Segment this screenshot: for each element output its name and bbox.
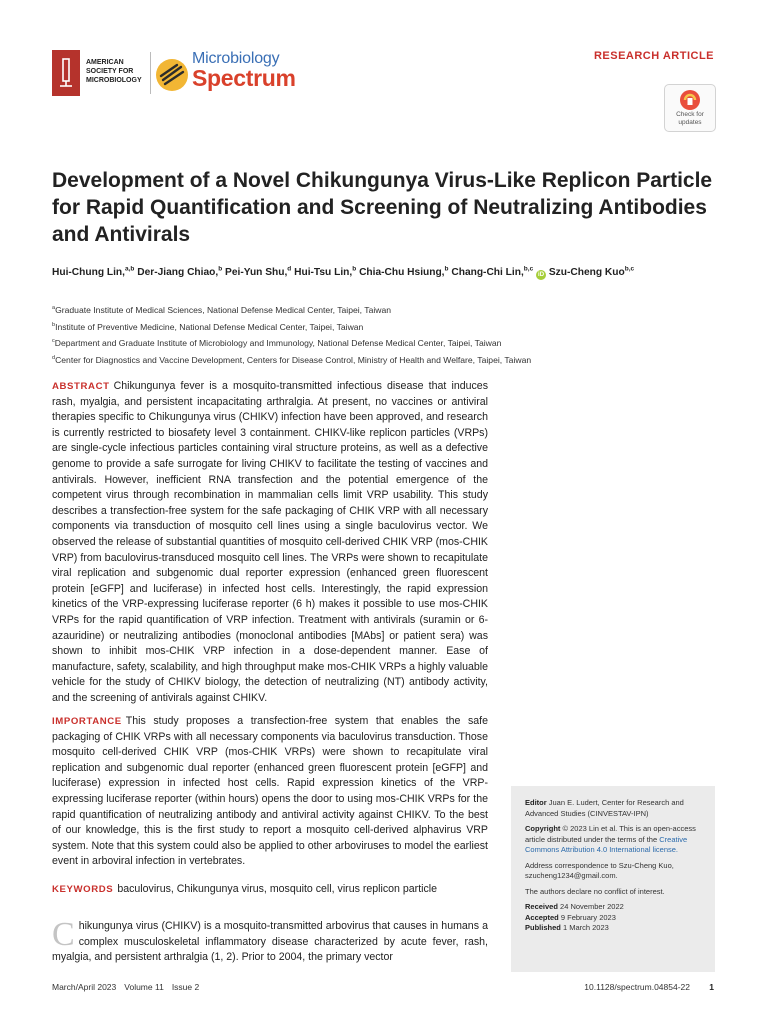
check-updates-label: Check for updates	[676, 111, 704, 126]
drop-cap: C	[52, 916, 75, 953]
published-date: Published 1 March 2023	[525, 923, 609, 932]
importance-text: This study proposes a transfection-free system that enables the safe packaging of CHIK VRPs with all necessary components via baculovirus transduction. Those mosquito cell-derived CHIK VRP (mos-CHIK VRPs) were shown to recapitulate viral replication and subgenomic dual reporter (enhanced green fluorescent protein [eGFP] and luciferase) expression in infected host cells. Rapid expression kinetics of the VRP-expressing luciferase reporter (within hours) opens the door to using mos-CHIK VRPs for the rapid quantification of neutralizing antibody and antiviral activity against CHIKV. To the best of our knowledge, this is the first study to report a mosquito cell-derived alphavirus VRP system. Note that this system could also be applied to other arboviruses to model the earliest event in arboviral infection in vertebrates.	[52, 715, 488, 868]
editor-info: Editor Juan E. Ludert, Center for Research and Advanced Studies (CINVESTAV-IPN)	[525, 798, 684, 818]
importance-label: IMPORTANCE	[52, 716, 122, 727]
author[interactable]: Hui-Chung Lin,$^{a,b}$	[52, 266, 135, 279]
logo-divider	[150, 52, 151, 94]
abstract-label: ABSTRACT	[52, 381, 110, 392]
received-date: Received 24 November 2022	[525, 902, 624, 911]
affiliation: $^a$Graduate Institute of Medical Sciences, National Defense Medical Center, Taipei, Taiwan	[52, 305, 392, 315]
keywords	[52, 882, 488, 898]
keywords-text: baculovirus, Chikungunya virus, mosquito cell, virus replicon particle	[117, 883, 438, 895]
asm-logo	[52, 50, 148, 96]
page-number: 1	[709, 982, 714, 992]
article-info-sidebar	[511, 786, 715, 972]
orcid-icon[interactable]: iD	[538, 272, 545, 279]
affiliation: $^b$Institute of Preventive Medicine, National Defense Medical Center, Taipei, Taiwan	[52, 321, 364, 332]
intro-text: hikungunya virus (CHIKV) is a mosquito-transmitted arbovirus that causes in humans a complex musculoskeletal inflammatory disease characterized by acute fever, rash, myalgia, and persistent arthralgia (1, 2). Prior to 2004, the primary vector	[52, 920, 488, 964]
spectrum-emblem-icon	[155, 58, 189, 92]
article-dates	[525, 902, 707, 934]
society-name: AMERICAN SOCIETY FOR MICROBIOLOGY	[86, 59, 142, 84]
abstract-text: Chikungunya fever is a mosquito-transmitted infectious disease that induces rash, myalgia, and persistent incapacitating arthralgia. At present, no vaccines or antiviral therapies specific to Chikungunya virus (CHIKV) infection have been approved, and research is currently restricted to biosafety level 3 containment. CHIKV-like replicon particles (VRPs) are single-cycle infectious particles containing viral structure proteins, as well as a defective genome to provide a safe surrogate for living CHIKV to facilitate the testing of vaccines and antivirals. However, inefficient RNA transfection and the potential emergence of the competent virus through recombination in mammalian cells limit VRP usability. This study describes a transfection-free system for the safe packaging of CHIK VRP with all necessary components via transduction of mosquito cell lines using a single baculovirus vector. We observed the release of substantial quantities of mosquito cell-derived CHIK VRP (mos-CHIK VRP) from baculovirus-transduced mosquito cell lines. The VRPs were shown to recapitulate viral replication and subgenomic dual reporter expression (enhanced green fluorescent protein [eGFP] and luciferase) in infected host cells. Interestingly, the rapid expression kinetics of the VRP-expressing luciferase reporter (6 h) makes it possible to use mos-CHIK VRPs for the rapid quantification of VRP infection. Treatment with antivirals (suramin or 6-azauridine) or neutralizing antibodies (monoclonal antibodies [MAbs] or patient sera) was shown to inhibit mos-CHIK VRP infection in a dose-dependent manner. Ease of manufacture, safety, scalability, and high throughput make mos-CHIK VRPs a highly valuable vehicle for the study of CHIKV biology, the detection of neutralizing (NT) antibody activity, and the screening of antivirals against CHIKV.	[52, 380, 488, 704]
author[interactable]: Pei-Yun Shu,$^d$	[225, 266, 292, 279]
copyright-info: Copyright © 2023 Lin et al. This is an open-access article distributed under the terms of the Creative Commons Attribution 4.0 International license.	[525, 824, 696, 854]
intro-paragraph	[52, 916, 488, 966]
check-updates-icon	[678, 89, 702, 111]
asm-emblem-icon	[52, 50, 80, 96]
abstract	[52, 379, 488, 706]
author-list	[52, 266, 732, 280]
accepted-date: Accepted 9 February 2023	[525, 912, 616, 922]
check-for-updates-button[interactable]	[664, 84, 716, 132]
affiliation: $^d$Center for Diagnostics and Vaccine Development, Centers for Disease Control, Ministry of Health and Welfare, Taipei, Taiwan	[52, 354, 532, 365]
journal-name	[192, 50, 322, 90]
license-link[interactable]: Creative Commons Attribution 4.0 International license.	[525, 834, 688, 854]
importance	[52, 714, 488, 870]
journal-name-line1: Microbiology	[192, 50, 280, 67]
affiliations	[52, 305, 732, 371]
affiliation: $^c$Department and Graduate Institute of Microbiology and Immunology, National Defense Medical Center, Taipei, Taiwan	[52, 338, 502, 348]
journal-name-line2: Spectrum	[192, 65, 296, 91]
author[interactable]: Der-Jiang Chiao,$^b$	[137, 266, 223, 279]
article-title: Development of a Novel Chikungunya Virus-Like Replicon Particle for Rapid Quantification and Screening of Neutralizing Antibodies and Antivirals	[52, 169, 713, 246]
correspondence: Address correspondence to Szu-Cheng Kuo, szucheng1234@gmail.com.	[525, 860, 674, 880]
author[interactable]: Chia-Chu Hsiung,$^b$	[359, 266, 449, 279]
author[interactable]: Hui-Tsu Lin,$^b$	[294, 266, 357, 279]
keywords-label: KEYWORDS	[52, 884, 114, 895]
conflict-statement: The authors declare no conflict of interest.	[525, 886, 665, 896]
article-type: RESEARCH ARTICLE	[593, 50, 714, 62]
footer-doi[interactable]: 10.1128/spectrum.04854-22	[584, 982, 690, 992]
author[interactable]: Szu-Cheng Kuo$^{b,c}$	[548, 266, 635, 279]
footer-issue-info: March/April 2023 Volume 11 Issue 2	[52, 982, 200, 992]
author[interactable]: Chang-Chi Lin,$^{b,c}$	[451, 266, 534, 279]
